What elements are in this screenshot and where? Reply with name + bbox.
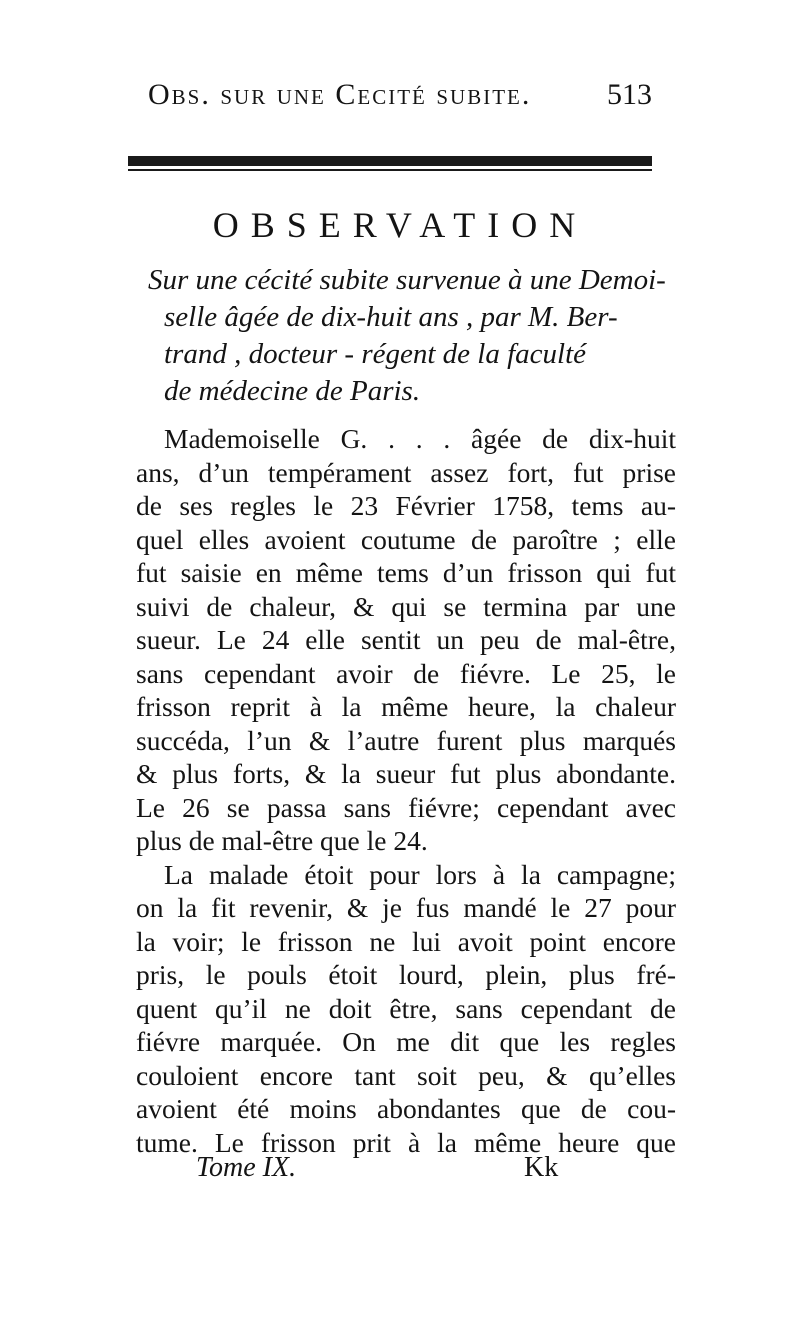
body-line: de ses regles le 23 Février 1758, tems au- — [136, 490, 676, 521]
body-line: fut saisie en même tems d’un frisson qui fut — [136, 557, 676, 588]
subtitle-line: selle âgée de dix-huit ans , par M. Ber- — [164, 301, 618, 333]
body-line: Mademoiselle G. . . . âgée de dix-huit — [164, 423, 676, 454]
running-head — [140, 74, 660, 118]
body-line: ans, d’un tempérament assez fort, fut prise — [136, 456, 676, 488]
body-line: suivi de chaleur, & qui se termina par une — [136, 590, 676, 622]
body-line: tume. Le frisson prit à la même heure que — [136, 1126, 676, 1158]
body-line: la voir; le frisson ne lui avoit point encore — [136, 925, 676, 957]
body-line: avoient été moins abondantes que de cou- — [136, 1093, 676, 1124]
body-line: quel elles avoient coutume de paroître ; elle — [136, 523, 676, 555]
gathering-signature: Kk — [524, 1152, 559, 1183]
subtitle-line: de médecine de Paris. — [164, 375, 421, 407]
body-line: succéda, l’un & l’autre furent plus marqués — [136, 724, 676, 756]
page-number: 513 — [607, 78, 652, 111]
observation-subtitle — [148, 262, 678, 410]
body-line: plus de mal-être que le 24. — [136, 825, 428, 856]
body-line: fiévre marquée. On me dit que les regles — [136, 1026, 676, 1057]
volume-signature: Tome IX. — [196, 1152, 297, 1183]
body-line: sans cependant avoir de fiévre. Le 25, le — [136, 657, 676, 689]
body-line: on la fit revenir, & je fus mandé le 27 pour — [136, 892, 676, 923]
subtitle-line: Sur une cécité subite survenue à une Demoi- — [148, 264, 666, 296]
subtitle-line: trand , docteur - régent de la faculté — [164, 338, 587, 370]
body-line: & plus forts, & la sueur fut plus abondante. — [136, 758, 676, 789]
body-line: La malade étoit pour lors à la campagne; — [164, 858, 676, 890]
body-line: pris, le pouls étoit lourd, plein, plus fré- — [136, 959, 676, 990]
body-line: couloient encore tant soit peu, & qu’elles — [136, 1059, 676, 1091]
page-footer — [196, 1152, 596, 1188]
body-line: quent qu’il ne doit être, sans cependant de — [136, 992, 676, 1024]
body-text — [136, 422, 676, 1159]
running-title: Obs. sur une Cecité subite. — [148, 78, 532, 111]
body-line: Le 26 se passa sans fiévre; cependant avec — [136, 791, 676, 823]
observation-heading: OBSERVATION — [212, 205, 588, 245]
body-line: frisson reprit à la même heure, la chaleur — [136, 691, 676, 722]
body-line: sueur. Le 24 elle sentit un peu de mal-être, — [136, 624, 676, 655]
header-rule — [128, 156, 652, 166]
